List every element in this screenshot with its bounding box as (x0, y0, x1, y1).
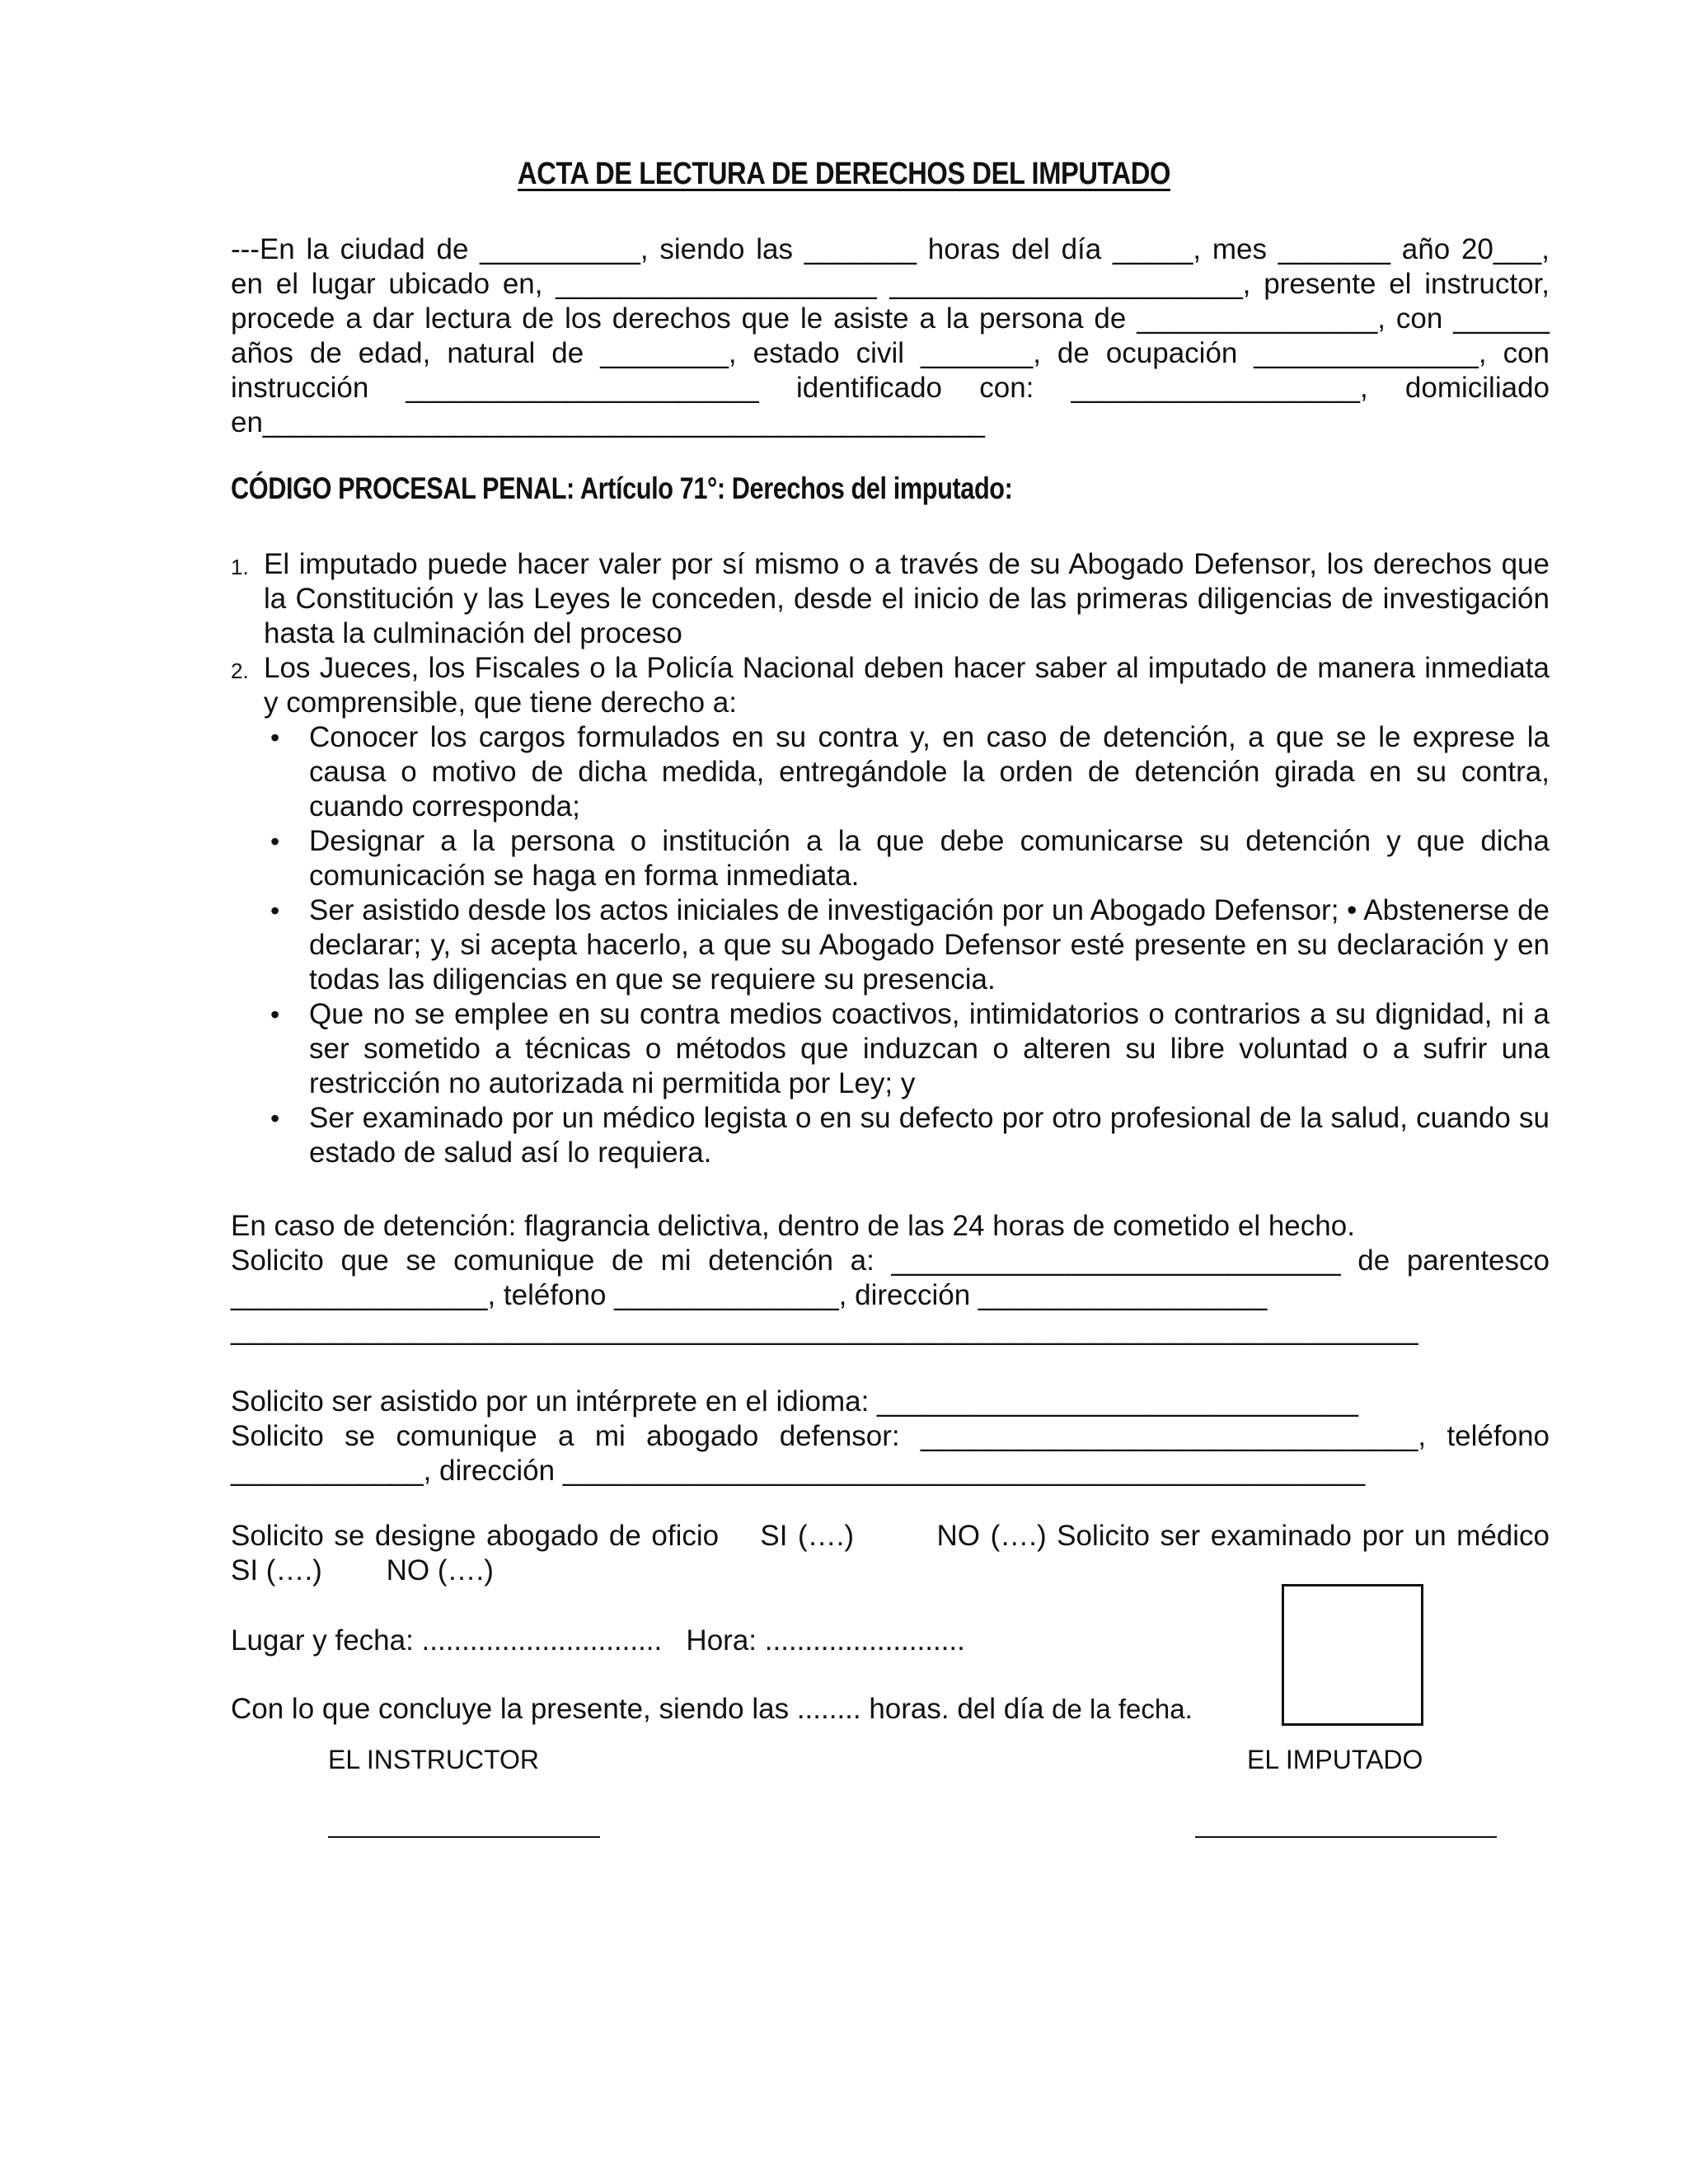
right-text: Los Jueces, los Fiscales o la Policía Nacional deben hacer saber al imputado de manera inmediata y comprensible, que tiene derecho a: (264, 652, 1550, 719)
interpreter-line-2: Solicito se comunique a mi abogado defensor: _______________________________, teléfono (231, 1420, 1550, 1452)
rights-section (231, 547, 1550, 1170)
intro-line-1: ---En la ciudad de __________, siendo las _______ horas del día _____, mes _______ año 20___, (231, 233, 1550, 265)
sub-right-text: Que no se emplee en su contra medios coactivos, intimidatorios o contrarios a su dignidad, ni a ser sometido a técnicas o métodos que induzcan o alteren su libre voluntad o a sufrir una restricción no autorizada ni permitida por Ley; y (309, 998, 1550, 1099)
interpreter-section (231, 1385, 1550, 1488)
list-item (231, 547, 1550, 651)
oficio-section (231, 1519, 1550, 1588)
bullet-icon: • (270, 896, 280, 926)
oficio-line-1: Solicito se designe abogado de oficio SI (….) NO (….) Solicito ser examinado por un médico (231, 1520, 1550, 1552)
bullet-icon: • (270, 723, 280, 752)
fingerprint-box (1282, 1584, 1423, 1726)
detention-line-3: ________________, teléfono ______________, dirección __________________ (231, 1279, 1268, 1311)
document-title: ACTA DE LECTURA DE DERECHOS DEL IMPUTADO (518, 157, 1170, 191)
instructor-label: EL INSTRUCTOR (328, 1745, 540, 1774)
right-text: El imputado puede hacer valer por sí mismo o a través de su Abogado Defensor, los derechos que la Constitución y las Leyes le conceden, desde el inicio de las primeras diligencias de investigación hasta la culminación del proceso (264, 548, 1550, 649)
detention-line-2: Solicito que se comunique de mi detención a: ____________________________ de parentesco (231, 1244, 1550, 1277)
list-item (231, 720, 1550, 824)
conclusion-line (231, 1692, 1193, 1727)
list-item (231, 893, 1550, 997)
lugar-fecha-line: Lugar y fecha: .............................. Hora: ......................... (231, 1624, 965, 1657)
detention-line-4: __________________________________________________________________________ (231, 1314, 1418, 1346)
bullet-icon: • (270, 1104, 280, 1133)
bullet-icon: • (270, 1000, 280, 1029)
instructor-signature-line (328, 1836, 600, 1838)
sub-right-text: Ser asistido desde los actos iniciales de investigación por un Abogado Defensor; • Abstenerse de declarar; y, si acepta hacerlo, a que su Abogado Defensor esté presente en su declaración y en todas las diligencias en que se requiere su presencia. (309, 894, 1550, 996)
intro-line-5: instrucción ______________________ identificado con: __________________, domiciliado (231, 372, 1550, 404)
detention-line-1: En caso de detención: flagrancia delictiva, dentro de las 24 horas de cometido el hecho. (231, 1210, 1355, 1242)
conclusion-text: Con lo que concluye la presente, siendo las ........ horas. del día (231, 1693, 1053, 1725)
list-item (231, 1101, 1550, 1170)
list-item (231, 997, 1550, 1101)
sub-right-text: Conocer los cargos formulados en su contra y, en caso de detención, a que se le exprese la causa o motivo de dicha medida, entregándole la orden de detención girada en su contra, cuando corresponda; (309, 721, 1550, 823)
imputado-signature-line (1195, 1836, 1497, 1838)
imputado-label: EL IMPUTADO (1247, 1745, 1423, 1774)
sub-rights-list (231, 720, 1550, 1170)
list-number: 2. (231, 658, 249, 683)
interpreter-line-1: Solicito ser asistido por un intérprete en el idioma: ______________________________ (231, 1385, 1358, 1418)
interpreter-line-3: ____________, dirección __________________________________________________ (231, 1455, 1366, 1487)
sub-right-text: Ser examinado por un médico legista o en su defecto por otro profesional de la salud, cuando su estado de salud así lo requiera. (309, 1102, 1550, 1169)
sub-right-text: Designar a la persona o institución a la que debe comunicarse su detención y que dicha comunicación se haga en forma inmediata. (309, 825, 1550, 892)
list-number: 1. (231, 555, 249, 579)
section-heading: CÓDIGO PROCESAL PENAL: Artículo 71°: Derechos del imputado: (231, 471, 1013, 505)
conclusion-tail: de la fecha. (1052, 1694, 1193, 1724)
intro-line-4: años de edad, natural de ________, estado civil _______, de ocupación ______________, con (231, 337, 1550, 369)
intro-line-2: en el lugar ubicado en, ____________________ ______________________, presente el instructor, (231, 268, 1550, 300)
detention-section (231, 1209, 1550, 1347)
intro-line-6: en_____________________________________________ (231, 406, 985, 438)
list-item (231, 824, 1550, 893)
list-item (231, 651, 1550, 720)
bullet-icon: • (270, 827, 280, 856)
rights-list (231, 547, 1550, 720)
intro-line-3: procede a dar lectura de los derechos que le asiste a la persona de _______________, con ______ (231, 302, 1550, 335)
intro-paragraph (231, 232, 1550, 440)
oficio-line-2: SI (….) NO (….) (231, 1554, 494, 1586)
